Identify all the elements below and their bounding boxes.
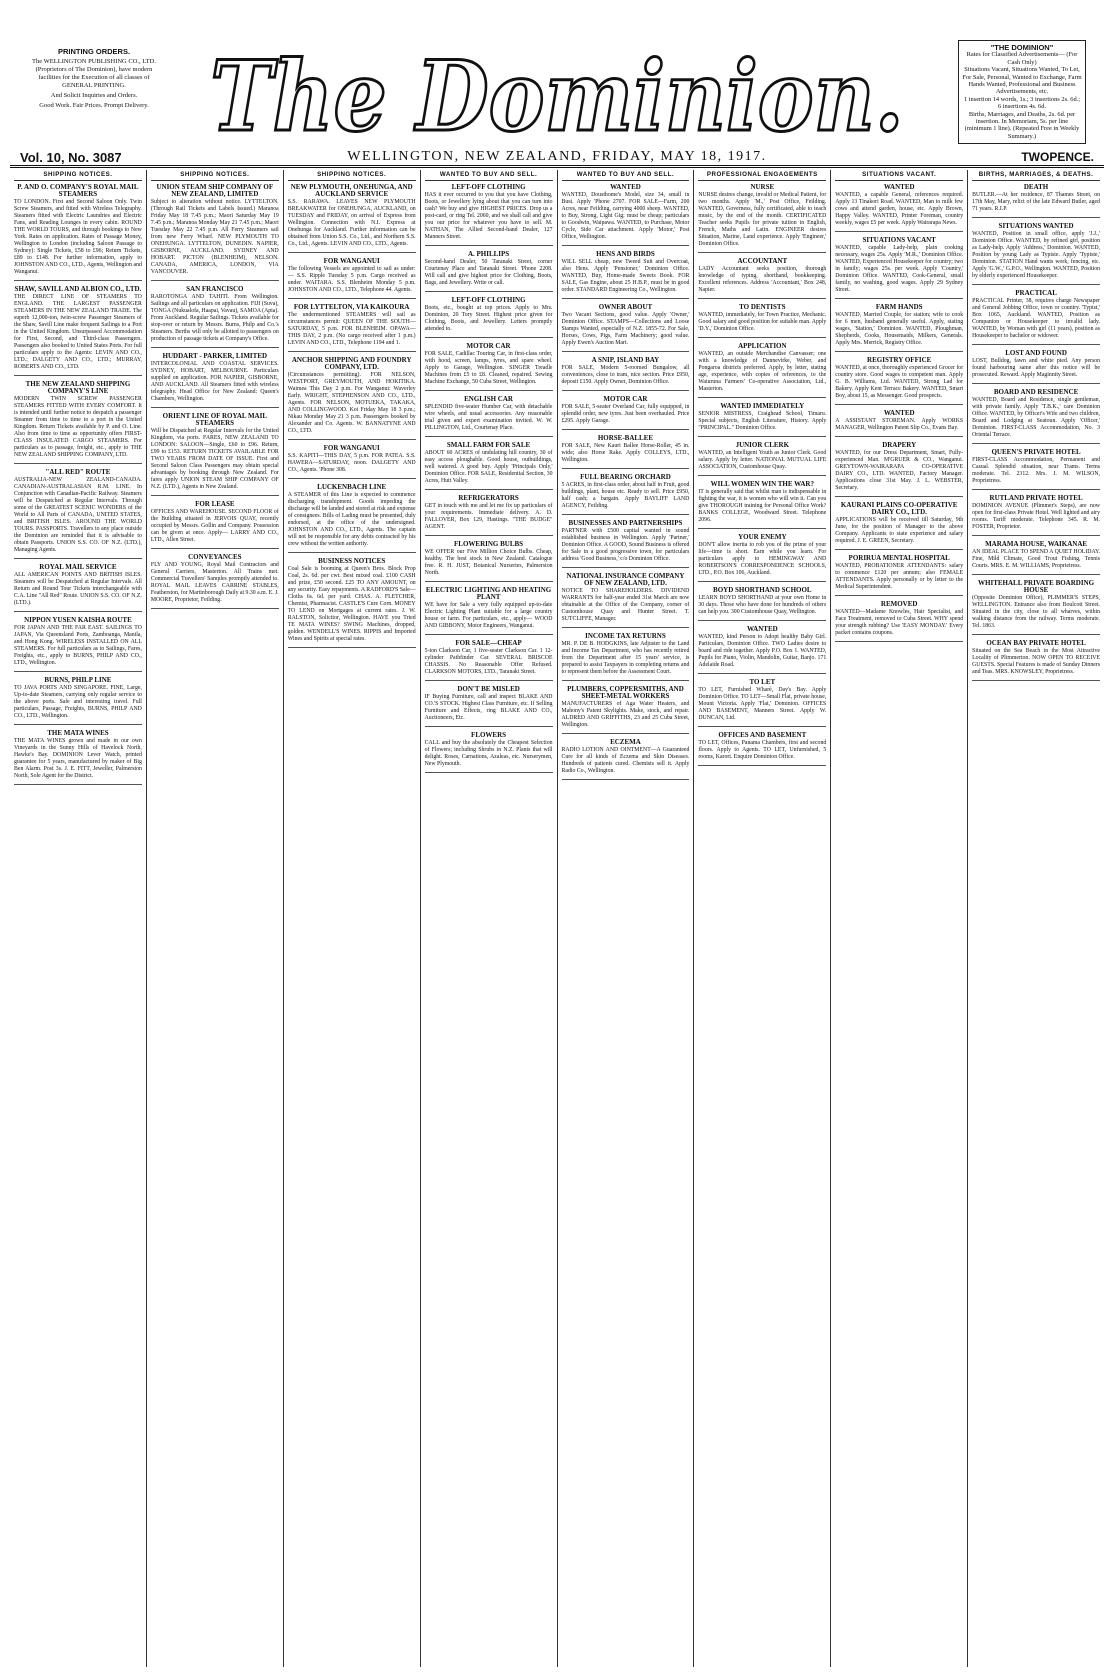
column-heading: PROFESSIONAL ENGAGEMENTS [698, 170, 826, 181]
advertisement [14, 617, 142, 672]
advertisement-heading: TO LET [749, 678, 776, 686]
column-heading: WANTED TO BUY AND SELL. [562, 170, 690, 181]
advertisement [425, 396, 553, 437]
advertisement-heading: SITUATIONS VACANT [862, 236, 936, 244]
advertisement-heading: NEW PLYMOUTH, ONEHUNGA, AND AUCKLAND SERVICE [290, 183, 413, 198]
advertisement [288, 258, 416, 299]
advertisement-heading: LEFT-OFF CLOTHING [451, 296, 526, 304]
advertisement [972, 640, 1100, 681]
advertisement [698, 304, 826, 338]
advertisement [151, 413, 279, 496]
advertisement [562, 520, 690, 568]
advertisement-text: WANTED, Dousthome's Model, size 34, small in Bust. Apply 'Phone 2707. FOR SALE—Farm, 200 Acres, near Feilding, carrying 4000 sheep. WANTED, to Buy, Strong, Light Gig; must be cheap; particulars to Goodwin, Waipawa. WANTED, to Purchase, Motor Cycle, Side Car attachment. Apply 'Motor,' Post Office, Wellington. [561, 192, 690, 240]
advertisement [698, 679, 826, 727]
advertisement-heading: WANTED [883, 409, 915, 417]
column-heading: SHIPPING NOTICES. [14, 170, 142, 181]
advertisement-heading: ROYAL MAIL SERVICE [39, 563, 117, 571]
advertisement-text: WANTED, PROBATIONER ATTENDANTS: salary to commence £120 per annum; also FEMALE ATTENDANTS. Apply personally or by letter to the Medical Superintendent. [835, 563, 964, 590]
advertisement [698, 184, 826, 253]
column [831, 170, 968, 1667]
advertisement [698, 732, 826, 766]
advertisement-text: MR. P. DE B. HODGKINS, late Adjuster to the Land and Income Tax Department, who has recently retired from the Department after 15 years' service, is prepared to assist Taxpayers in completing returns and to represent them before the Assessment Court. [561, 641, 690, 675]
advertisement-heading: ELECTRIC LIGHTING AND HEATING PLANT [425, 586, 552, 601]
advertisement-heading: DEATH [1023, 183, 1049, 191]
advertisement [835, 184, 963, 232]
printing-orders-solicit: And Solicit Inquiries and Orders. [50, 92, 138, 99]
advertisement-text: S.S. RARAWA. LEAVES NEW PLYMOUTH BREAKWATER for ONEHUNGA, AUCKLAND, on TUESDAY and FRIDAY, on arrival of Express from Wellington. Connection with N.I. Express at Onehunga for Auckland. Further information can be obtained from Union S.S. Co., Ltd., and Northern S.S. Co., Ltd., Agents. LEVIN AND CO., LTD., Agents. [287, 199, 416, 247]
advertisement-heading: PRACTICAL [1015, 289, 1057, 297]
column [558, 170, 695, 1667]
advertisement-text: TO JAVA PORTS AND SINGAPORE. FINE, Large, Up-to-date Steamers, carrying only regular service to the above ports. Safe and interesting travel. Full particulars, Passage, Freights, BURNS, PHILP AND CO., LTD., Wellington. [14, 685, 142, 719]
advertisement-text: HAS it ever occurred to you that you have Clothing, Boots, or Jewellery lying about that you can turn into cash? We buy and give HIGHEST PRICES. Drop us a post-card, or ring Tel. 2060, and we shall call and give you our price for whatever you have to sell. M. NATHAN, The Allied Second-hand Dealer, 127 Manners Street. [424, 192, 553, 240]
advertisement-heading: WILL WOMEN WIN THE WAR? [710, 480, 814, 488]
advertisement-text: THE MATA WINES grown and made in our own Vineyards in the Sunny Hills of Havelock North, Hawke's Bay. DOMINION Lever Watch, printed guarantee for 5 years, manufactured by maker of Big Ben Alarm. Post 3s. J. E. FITT, Jeweller, Palmerston North, Sole Agent for the District. [14, 738, 142, 779]
advertisement-text: TO LET, Offices, Panama Chambers, first and second floors. Apply to Agents. TO LET, Unfurnished, 5 rooms, Karori. Enquire Dominion Office. [698, 740, 827, 760]
advertisement-text: WANTED, an outside Merchandise Canvasser; one with a knowledge of Dannevirke, Weber, and Pongaroa districts preferred. Apply, by letter, stating age, experience, with copies of references, to the Waiuruna Farmers' Co-operative Association, Ltd., Masterton. [698, 351, 827, 392]
advertisement-text: ALL AMERICAN POINTS AND BRITISH ISLES. Steamers will be Despatched at Regular Intervals. All Return and Round Tour Tickets interchangeable with C.A. Line "All Red" Route. UNION S.S. CO. OF N.Z. (LTD.). [14, 572, 142, 606]
advertisement-text: Subject to alteration without notice. LYTTELTON. (Through Rail Tickets and Labels Issued.) Maranoa Friday May 18 7.45 p.m.; Maori Saturday May 19 7.45 p.m.; Maranoa Monday May 21 7.45 p.m.; Maori Tuesday May 22 7.45 p.m. All Ferry Steamers sail from new Ferry Wharf. NEW PLYMOUTH TO ONEHUNGA. LYTTELTON, DUNEDIN. NAPIER, GISBORNE, AUCKLAND. SYDNEY AND HOBART. PICTON (BLENHEIM), NELSON. CANADA, AMERICA, LONDON, VIA VANCOUVER. [150, 199, 279, 275]
advertisement-text: APPLICATIONS will be received till Saturday, 9th June, for the position of Manager to the above Company. Applicants to state experience and salary required. J. E. GREEN, Secretary. [835, 517, 964, 544]
advertisement-text: WILL SELL cheap, new Tweed Suit and Overcoat, also Hens. Apply 'Pensioner,' Dominion Office. WANTED, Buy, Home-made Sweets Book. FOR SALE, Gas Engine, about 25 H.B.P., must be in good order. STANDARD Engineering Co., Wellington. [561, 259, 690, 293]
column-heading: SITUATIONS VACANT. [835, 170, 963, 181]
advertisement [288, 304, 416, 352]
advertisement-text: (Circumstances permitting). FOR NELSON, WESTPORT, GREYMOUTH, AND HOKITIKA. Waimea This Day 2 p.m. For Wanganui: Waverley Early. WRIGHT, STEPHENSON AND CO., LTD., Agents. FOR NELSON, MOTUEKA, TAKAKA, AND COLLINGWOOD. Koi Friday May 18 3 p.m.; Nikau Monday May 21 3 p.m. Passengers booked by Alexander and Co. Agents. W. BANNATYNE AND CO., LTD. [287, 372, 416, 434]
advertisement-text: WANTED, capable Lady-help, plain cooking necessary, wages 25s. Apply 'M.R.,' Dominion Office. WANTED, Experienced Housekeeper for country; two in family; wages 25s. per week. Apply 'Country,' Dominion Office. WANTED, Cook-General, small family, no washing, good wages. Apply 29 Sydney Street. [835, 245, 964, 293]
advertisement [151, 554, 279, 609]
advertisement [562, 686, 690, 734]
advertisement-text: Second-hand Dealer, 50 Taranaki Street, corner Courtenay Place and Taranaki Street. 'Phone 2208. Will call and give highest price for Clothing, Boots, Bags, and Jewellery. Write or call. [424, 259, 553, 286]
advertisement-heading: JUNIOR CLERK [735, 441, 790, 449]
column [284, 170, 421, 1667]
advertisement-text: AN IDEAL PLACE TO SPEND A QUIET HOLIDAY. Fine, Mild Climate, Good Trout Fishing, Tennis Courts. MRS. E. M. WILLIAMS, Proprietress. [972, 549, 1100, 569]
advertisement [14, 381, 142, 464]
advertisement-text: SENIOR MISTRESS, Craighead School, Timaru. Special subjects, English Literature, History. Apply "PRINCIPAL." Dominion Office. [698, 411, 827, 431]
advertisement [562, 474, 690, 515]
column [421, 170, 558, 1667]
title-nameplate [200, 38, 914, 148]
advertisement-text: NOTICE TO SHAREHOLDERS. DIVIDEND WARRANTS for half-year ended 31st March are now obtainable at the Office of the Company, corner of Customhouse Quay and Hunter Street. T. SUTCLIFFE, Manager. [561, 588, 690, 622]
advertisement-heading: BUSINESSES AND PARTNERSHIPS [568, 519, 683, 527]
advertisement-heading: SMALL FARM FOR SALE [446, 441, 531, 449]
column [968, 170, 1104, 1667]
advertisement-text: FOR JAPAN AND THE FAR EAST. SAILINGS TO JAPAN, Via Queensland Ports, Zamboanga, Manila, and Hong Kong. WIRELESS INSTALLED ON ALL STEAMERS. For full particulars as to Sailings, Fares, Freights, etc., apply to BURNS, PHILP AND CO., LTD., Wellington. [14, 625, 142, 666]
advertisement-text: AUSTRALIA-NEW ZEALAND-CANADA. CANADIAN-AUSTRALASIAN R.M. LINE. In Conjunction with Canadian-Pacific Railway. Steamers will be Despatched at Regular Intervals. Through some of the GREATEST SCENIC WONDERS of the World to All Parts of CANADA, UNITED STATES, and BRITISH ISLES. AROUND THE WORLD TOURS. PASSPORTS. Travellers to any place outside the Dominion are reminded that it is advisable to obtain Passports. UNION S.S. CO. OF N.Z. (LTD.), Managing Agents. [14, 477, 142, 553]
advertisement [835, 442, 963, 497]
advertisement-heading: SHAW, SAVILL AND ALBION CO., LTD. [14, 285, 142, 293]
advertisement [562, 633, 690, 681]
advertisement [972, 580, 1100, 635]
advertisement-heading: OCEAN BAY PRIVATE HOTEL [986, 639, 1086, 647]
advertisement [972, 350, 1100, 384]
advertisement [698, 626, 826, 674]
column-heading: WANTED TO BUY AND SELL. [425, 170, 553, 181]
advertisement [698, 587, 826, 621]
advertisement-heading: BUSINESS NOTICES [318, 557, 386, 565]
advertisement-text: WANTED, for our Dress Department, Smart, Fully-experienced Man. M'GRUER & CO., Wanganui. GREYTOWN-WAIRARAPA CO-OPERATIVE DAIRY CO., LTD. WANTED, Factory Manager. Applications close 31st May. J. L. WEBSTER, Secretary. [835, 450, 964, 491]
advertisement [835, 357, 963, 405]
advertisement-text: Boots, etc., bought at top prices. Apply to Mrs. Dominion, 20 Tory Street. Highest price given for Clothing, Boots, and Jewellery. Letters promptly attended to. [424, 305, 553, 332]
advertisement-text: WANTED, Position in small office, apply 'J.J.,' Dominion Office. WANTED, by refined girl, position as Lady-help. Apply 'Address,' Dominion. WANTED, Position by young Lady as Typiste. Apply 'Typiste,' Dominion. STATION Hand wants work, fencing, etc. Apply 'G.W.,' G.P.O., Wellington. WANTED, Position by elderly experienced Housekeeper. [972, 231, 1100, 279]
advertisement-heading: PORIRUA MENTAL HOSPITAL [848, 554, 950, 562]
advertisement-heading: UNION STEAM SHIP COMPANY OF NEW ZEALAND, LIMITED [156, 183, 274, 198]
advertisement-heading: ENGLISH CAR [464, 395, 513, 403]
advertisement-heading: BURNS, PHILP LINE [44, 676, 112, 684]
advertisement-text: WANTED, Board and Residence, single gentleman, with private family. Apply 'T.B.K.,' care Dominion Office. WANTED, by Officer's Wife and two children, Board and Lodging at Seatoun. Apply 'Officer,' Dominion. FIRST-CLASS Accommodation, No. 3 Oriental Terrace. [972, 397, 1100, 438]
advertisement [698, 442, 826, 476]
advertisement-heading: WANTED [883, 183, 915, 191]
advertisement-text: FOR SALE, Modern 5-roomed Bungalow, all conveniences, close to tram, nice section. Price £950, deposit £150. Apply Owner, Dominion Office. [561, 365, 690, 385]
advertisement-heading: ANCHOR SHIPPING AND FOUNDRY COMPANY, LTD. [291, 356, 412, 371]
advertisement [425, 251, 553, 292]
advertisement-text: INTERCOLONIAL AND COASTAL SERVICES. SYDNEY, HOBART, MELBOURNE. Particulars supplied on application. FOR NAPIER, GISBORNE, AND AUCKLAND. All Steamers fitted with wireless telegraphy. Head Office for New Zealand: Queen's Chambers, Wellington. [150, 361, 279, 402]
advertisement-heading: NATIONAL INSURANCE COMPANY OF NEW ZEALAND, LTD. [566, 572, 685, 587]
advertisement [425, 640, 553, 681]
advertisement-heading: REGISTRY OFFICE [867, 356, 932, 364]
advertisement-text: WANTED, Married Couple, for station; wife to cook for 6 men, husband generally useful. Apply, stating wages, 'Station,' Dominion. WANTED, Ploughman, Shepherds, Cooks, Housemaids, Milkers, Generals. Apply Mrs. Merrick, Registry Office. [835, 312, 964, 346]
advertisement-text: FOR SALE, 5-seater Overland Car, fully equipped, in splendid order, new tyres. Just been overhauled. Price £295. Apply Garage. [561, 404, 690, 424]
advertisement [972, 495, 1100, 536]
advertisement [425, 184, 553, 246]
advertisement-text: S.S. KAPITI—THIS DAY, 5 p.m. FOR PATEA. S.S. HAWERA—SATURDAY, noon. DALGETY AND CO., Agents. 'Phone 308. [287, 453, 416, 473]
advertisement-text: RADIO LOTION AND OINTMENT—A Guaranteed Cure for all kinds of Eczema and Skin Diseases. Hundreds of patients cured. Chemists sell it. Apply Radio Co., Wellington. [561, 747, 690, 774]
advertisement-text: WE have for Sale a very fully equipped up-to-date Electric Lighting Plant suitable for a large country house or farm. For particulars, etc., apply— WOOD AND GIBBONY, Motor Engineers, Wanganui. [424, 602, 553, 629]
advertisement-heading: THE MATA WINES [47, 729, 109, 737]
advertisement-text: (Opposite Dominion Office), PLIMMER'S STEPS, WELLINGTON. Entrance also from Boulcott Street. Situated in the city, close to all wharves, within walking distance from the railway. Terms moderate. Tel. 1863. [972, 595, 1100, 629]
column-heading: SHIPPING NOTICES. [288, 170, 416, 181]
advertisement [288, 484, 416, 553]
advertisement [288, 445, 416, 479]
advertisement-text: TO LONDON. First and Second Saloon Only. Twin Screw Steamers, and fitted with Wireless Telegraphy. Steamers fitted with Electric Laundries and Electric Fans, and Reading Lounges in every cabin. ROUND THE WORLD TOURS, and through bookings to New York. Rates on application. Rates of Passage Money, Wellington to London (including Saloon Passage to Sydney): Single Tickets, £58 to £96; Return Tickets, £89 to £148. For further information, apply to JOHNSTON AND CO., LTD., Agents, Wellington and Wanganui. [14, 199, 142, 275]
advertisement-heading: SITUATIONS WANTED [998, 222, 1074, 230]
advertisement-heading: SAN FRANCISCO [186, 285, 244, 293]
advertisement [972, 184, 1100, 218]
advertisement-heading: OWNER ABOUT [598, 303, 653, 311]
advertisement [562, 357, 690, 391]
advertisement-heading: KAURANI PLAINS CO-OPERATIVE DAIRY CO., LTD. [840, 501, 958, 516]
advertisement [288, 184, 416, 253]
advertisement-heading: "ALL RED" ROUTE [45, 468, 111, 476]
advertisement [698, 534, 826, 582]
advertisement-text: MANUFACTURERS of Aga Water Heaters, and Mahony's Patent Skylights. Make, stock, and repair. ALDRED AND GRIFFITHS, 23 and 25 Cuba Street, Wellington. [561, 701, 690, 728]
advertisement-heading: FLOWERING BULBS [454, 540, 524, 548]
advertisement [835, 601, 963, 642]
advertisement [425, 495, 553, 536]
advertisement-heading: THE NEW ZEALAND SHIPPING COMPANY'S LINE [25, 380, 131, 395]
printing-orders-slogan: Good Work. Fair Prices. Prompt Delivery. [39, 102, 149, 109]
advertisement [151, 286, 279, 348]
advertisement-text: Will be Dispatched at Regular Intervals for the United Kingdom, via ports. FARES, NEW ZEALAND TO LONDON: SALOON—Single, £60 to £96. Return, £99 to £153. RETURN TICKETS AVAILABLE FOR TWO YEARS FROM DATE OF ISSUE. First and Second Saloon Class Passengers may obtain special advantages by booking through New Zealand. For fares apply UNION STEAM SHIP COMPANY OF N.Z. (LTD.), Agents in New Zealand. [150, 428, 279, 490]
advertisement-heading: WANTED IMMEDIATELY [720, 402, 805, 410]
advertisement-heading: INCOME TAX RETURNS [585, 632, 666, 640]
column [147, 170, 284, 1667]
advertisement-text: OFFICES AND WAREHOUSE. SECOND FLOOR of the Building situated in JERVOIS QUAY, recently occupied by Messrs. Gollin and Company. Possession can be given at once. Apply— LARRY AND CO., LTD., Allen Street. [150, 509, 279, 543]
column-heading: BIRTHS, MARRIAGES, & DEATHS. [972, 170, 1100, 181]
advertisement-text: CALL and buy the absolutely the Cheapest Selection of Flowers; including Shrubs in N.Z. Plants that will delight. Roses, Carnations, Azaleas, etc. Nurserymen, New Plymouth. [424, 740, 553, 767]
advertisement [698, 403, 826, 437]
advertisement [14, 730, 142, 785]
advertisement-heading: REFRIGERATORS [458, 494, 519, 502]
advertisement-text: DON'T allow inertia to rob you of the prime of your life—time is short. Earn while you learn. For particulars apply to HEMINGWAY AND ROBERTSON'S CORRESPONDENCE SCHOOLS, LTD., P.O. Box 106, Auckland. [698, 542, 827, 576]
advertisement-text: WANTED, an Intelligent Youth as Junior Clerk. Good salary. Apply by letter. NATIONAL MUTUAL LIFE ASSOCIATION, Customhouse Quay. [698, 450, 827, 470]
advertisement-heading: BOARD AND RESIDENCE [993, 388, 1079, 396]
advertisement-text: A STEAMER of this Line is expected to commence discharging transhipment. Goods impeding the discharge will be landed and stored at risk and expense of consignees. Bills of Lading must be presented, duly endorsed, at the office of the undersigned. JOHNSTON AND CO., LTD., Agents. The captain will not be responsible for any debts contracted by his crew without the written authority. [287, 492, 416, 547]
volume-number: Vol. 10, No. 3087 [20, 150, 122, 165]
advertisement-heading: OFFICES AND BASEMENT [718, 731, 807, 739]
printing-orders-heading: PRINTING ORDERS. [57, 47, 131, 56]
advertisement-heading: MARAMA HOUSE, WAIKANAE [985, 540, 1088, 548]
advertisement [835, 237, 963, 299]
advertisement-heading: FOR SALE—CHEAP [455, 639, 522, 647]
advertisement [151, 501, 279, 549]
advertisement [425, 686, 553, 727]
advertisement-heading: CONVEYANCES [188, 553, 242, 561]
advertisement-text: MODERN TWIN SCREW PASSENGER STEAMERS FITTED WITH EVERY COMFORT. It is intended until further notice to despatch a passenger Steamer from time to time to a port in the United Kingdom. Return Tickets available by P. and O. Line. Also from time to time as opportunity offers FIRST-CLASS INSULATED CARGO STEAMERS. For particulars as to passage, freight, etc., apply to THE NEW ZEALAND SHIPPING COMPANY, LTD. [14, 396, 142, 458]
advertisement [14, 469, 142, 559]
advertisement-heading: YOUR ENEMY [738, 533, 787, 541]
advertisement [288, 558, 416, 648]
advertisement [562, 184, 690, 246]
advertisement [835, 555, 963, 596]
advertisement-heading: NIPPON YUSEN KAISHA ROUTE [24, 616, 132, 624]
advertisement-text: WANTED, at once, thoroughly experienced Grocer for country store. Good wages to competent man. Apply G. B. Williams, Ltd. WANTED, Strong Lad for Bakery. Apply Kent Terrace Bakery. WANTED, Smart Boy, about 15, as Messenger. Good prospects. [835, 365, 964, 399]
advertisement-text: The following Vessels are appointed to sail as under:— S.S. Ripple Tuesday 5 p.m. Cargo received as under. WAITARA. S.S. Blenheim Monday 5 p.m. JOHNSTON AND CO., LTD., Telephone 44. Agents. [287, 266, 416, 293]
advertisement-text: Two Vacant Sections, good value. Apply 'Owner,' Dominion Office. STAMPS—Collections and Loose Stamps Wanted, especially of N.Z. 1855-72. For Sale, Horses, Cows, Pigs, Farm Machinery; good value. Apply Ewen's Auction Mart. [561, 312, 690, 346]
advertisement-heading: FOR LYTTELTON, VIA KAIKOURA [293, 303, 410, 311]
advertisement [425, 541, 553, 582]
title-text: The Dominion. [210, 39, 904, 148]
dateline-row [10, 148, 1104, 168]
advertisement-text: PARTNER with £500 capital wanted in sound established business in Wellington. Apply 'Partner,' Dominion Office. A GOOD, Sound Business is offered for Sale in a good progressive town, for particulars address 'Good Business,' c/o Dominion Office. [561, 528, 690, 562]
advertisement-text: DOMINION AVENUE (Plimmer's Steps), are now open for first-class Private Hotel. Well lighted and airy rooms. Tariff moderate. Telephone 345. R. M. FOSTER, Proprietor. [972, 503, 1100, 530]
column-heading: SHIPPING NOTICES. [151, 170, 279, 181]
price: TWOPENCE. [1021, 150, 1094, 164]
advertisement-heading: MOTOR CAR [466, 342, 511, 350]
advertisement-heading: FULL BEARING ORCHARD [580, 473, 671, 481]
rates-body: Situations Vacant, Situations Wanted, To Let, For Sale, Personal, Wanted to Exchange, Farm Hands Wanted, Professional and Business Advertisements, etc. [962, 66, 1082, 96]
advertisement [698, 258, 826, 299]
advertisement-heading: NURSE [750, 183, 775, 191]
advertisement-heading: FOR WANGANUI [323, 257, 380, 265]
advertisement-heading: LOST AND FOUND [1005, 349, 1067, 357]
advertisement-text: FOR SALE, New Kauri Ballee Horse-Roller, 45 in. wide; also Horse Rake. Apply COLLEYS, LTD., Wellington. [561, 443, 690, 463]
advertisement-heading: HORSE-BALLEE [597, 434, 654, 442]
advertisement-heading: TO DENTISTS [739, 303, 786, 311]
rates-box [958, 40, 1086, 144]
printing-orders-box [24, 48, 164, 112]
advertisement [562, 251, 690, 299]
advertisement-text: FLY AND YOUNG, Royal Mail Contractors and General Carriers, Masterton. All Trains met. Commercial Travellers' Samples promptly attended to. ROYAL MAIL LEAVES CARRINE STABLES, Featherston, for Martinborough Daily at 9.30 a.m. E. J. MOORE, Proprietor, Feilding. [150, 562, 279, 603]
advertisement-heading: FOR WANGANUI [323, 444, 380, 452]
advertisement [151, 353, 279, 408]
advertisement [698, 343, 826, 398]
advertisement-text: ABOUT 60 ACRES of undulating hill country, 30 of easy access ploughable. Good house, outbuildings, well watered. A good buy. Apply 'Principals Only,' Dominion Office. FOR SALE, Residential Section, 30 Acres, Hutt Valley. [424, 450, 553, 484]
advertisement-heading: WANTED [746, 625, 778, 633]
advertisement-text: WANTED—Madame Knowles, Hair Specialist, and Face Treatment, removed to Cuba Street. WHY spend your strength rubbing? Use 'EASY MONDAY.' Every packet contains coupons. [835, 609, 964, 636]
newspaper-title [200, 38, 914, 148]
advertisement [288, 357, 416, 440]
rates-births: Births, Marriages, and Deaths, 2s. 6d. per insertion. In Memoriam, 5s. per line (minimum 1 line). (Repeated Free in Weekly Summary.) [964, 110, 1080, 140]
advertisement-heading: ORIENT LINE OF ROYAL MAIL STEAMERS [162, 412, 267, 427]
advertisement-heading: A SNIP, ISLAND BAY [591, 356, 660, 364]
advertisement [972, 389, 1100, 444]
advertisement [562, 396, 690, 430]
advertisement [562, 435, 690, 469]
dateline: WELLINGTON, NEW ZEALAND, FRIDAY, MAY 18, 1917. [347, 149, 767, 164]
rates-subheading: Rates for Classified Advertisements— (For Cash Only) [966, 51, 1078, 66]
advertisement [425, 442, 553, 490]
advertisement [14, 286, 142, 376]
advertisement-heading: HENS AND BIRDS [596, 250, 655, 258]
advertisement-heading: FOR LEASE [195, 500, 235, 508]
advertisement-text: TO LET, Furnished Wharé, Day's Bay. Apply Dominion Office. TO LET—Small Flat, private house, Mount Victoria. Apply 'Flat,' Dominion. OFFICES AND BASEMENT, Manners Street. Apply W. DUNCAN, Ltd. [698, 687, 827, 721]
columns [10, 170, 1104, 1667]
advertisement [14, 564, 142, 612]
advertisement-heading: LEFT-OFF CLOTHING [451, 183, 526, 191]
advertisement-text: PRACTICAL Printer, 38, requires charge Newspaper and General Jobbing Office, town or country. 'Typist,' Box 1065, Auckland. WANTED, Position as Companion or Housekeeper to invalid lady. WANTED, by Woman with girl (11 years), position as Housekeeper to bachelor or widower. [972, 298, 1100, 339]
advertisement-text: Situated on the Sea Beach in the Most Attractive Locality of Plimmerton. NOW OPEN TO RECEIVE GUESTS. Special Features is made of Sunday Dinners and Teas. MRS. KNOWSLEY, Proprietress. [972, 648, 1100, 675]
column [10, 170, 147, 1667]
advertisement-text: IF Buying Furniture, call and inspect BLAKE AND CO.'S STOCK. Highest Class Furniture, etc. If Selling Furniture and Effects, ring BLAKE AND CO., Auctioneers, Etc. [424, 694, 553, 721]
advertisement-heading: BOYD SHORTHAND SCHOOL [713, 586, 812, 594]
advertisement [151, 184, 279, 281]
advertisement [972, 541, 1100, 575]
advertisement [425, 297, 553, 338]
advertisement-heading: P. AND O. COMPANY'S ROYAL MAIL STEAMERS [17, 183, 139, 198]
advertisement [14, 184, 142, 281]
advertisement [14, 677, 142, 725]
advertisement-heading: APPLICATION [738, 342, 787, 350]
advertisement-text: IT is generally said that whilst man is indispensable in fighting the war, it is women who will win it. Can you give THOROUGH training for Personal Office Work? BANKS COLLEGE, Woodward Street. Telephone 2096. [698, 489, 827, 523]
advertisement-text: BUTLER.—At her residence, 87 Thames Street, on 17th May, Mary, relict of the late Edward Butler, aged 71 years. R.I.P. [972, 192, 1100, 212]
advertisement [425, 587, 553, 635]
advertisement [562, 304, 690, 352]
advertisement-heading: QUEEN'S PRIVATE HOTEL [991, 448, 1081, 456]
advertisement-text: WANTED, a capable General, references required. Apply 13 Tinakori Road. WANTED, Man to milk few cows and attend garden, house, etc. Apply Brown, Happy Valley. WANTED, Printer Foreman, country weekly, wages £5 per week. Apply Wairarapa News. [835, 192, 964, 226]
advertisement-text: RAROTONGA AND TAHITI. From Wellington. Sailings and all particulars on application. FIJI (Suva), TONGA (Nukualofa, Haapai, Vavau), SAMOA (Apia). From Auckland. Regular Sailings. Tickets available for stop-over or return by Messrs. Burns, Philp and Co.'s Steamers. Berths will only be allotted to passengers on production of passage tickets at Company's Office. [150, 294, 279, 342]
advertisement-text: The undermentioned STEAMERS will sail as circumstances permit: QUEEN OF THE SOUTH—SATURDAY, 5 p.m. FOR BLENHEIM. OPAWA—THIS DAY, 2 p.m. (No cargo received after 1 p.m.) LEVIN AND CO., LTD., Telephone 1194 and 1. [287, 312, 416, 346]
advertisement-heading: LUCKENBACH LINE [317, 483, 387, 491]
advertisement-text: FOR SALE, Cadillac Touring Car, in first-class order, with hood, screen, lamps, tyres, and spare wheel. Apply to Garage, Wellington. SINGER Treadle Machines from £5 to £8. Cleaned, repaired. Sewing Machine Exchange, 50 Cuba Street, Wellington. [424, 351, 553, 385]
advertisement-text: A ASSISTANT STOREMAN. Apply WORKS MANAGER, Wellington Patent Slip Co., Evans Bay. [835, 418, 964, 431]
advertisement-text: WANTED, immediately, for Town Practice, Mechanic. Good salary and good position for suitable man. Apply 'D.Y.,' Dominion Office. [698, 312, 827, 332]
advertisement-heading: ECZEMA [610, 738, 641, 746]
printing-orders-body: The WELLINGTON PUBLISHING CO., LTD. (Proprietors of The Dominion), have modern facilities for the Execution of all classes of GENERAL PRINTING. [32, 58, 156, 89]
advertisement-text: 5 ACRES, in first-class order, about half in Fruit, good buildings, plant, house etc. Ready to sell. Price £950, half cash; a bargain. Apply BAYLIFF LAND AGENCY, Feilding. [561, 482, 690, 509]
advertisement-heading: MOTOR CAR [603, 395, 648, 403]
advertisement-text: FIRST-CLASS Accommodation, Permanent and Casual. Splendid situation, near Trams. Terms moderate. Tel. 2312. Mrs. J. M. WILSON, Proprietress. [972, 457, 1100, 484]
advertisement-heading: DON'T BE MISLED [457, 685, 520, 693]
advertisement [972, 449, 1100, 490]
advertisement [835, 304, 963, 352]
advertisement [562, 739, 690, 780]
advertisement-text: Coal Sale is booming at Queen's Bros. Block Prop Coal, 2s. 6d. per cwt. Best mixed coal. £100 CASH and prize, £50 second. £25 TO ANY AMOUNT, on any security. Easy repayments. A RADFORD'S Sale—Cloths 6s. 6d. per yard. CHAS. A. FLETCHER, Chemist, Pharmacist. CASTLE'S Cure Corn. MONEY TO LEND on Mortgages at current rates. J. W. RALSTON, Solicitor, Wellington. HAVE you Tried TE MATA WINES? SWING Machines, dropped, golden. WENDELL'S WINES. RIPPIS and Imported Wines and Spirits at special rates. [287, 566, 416, 642]
advertisement-heading: PLUMBERS, COPPERSMITHS, AND SHEET-METAL WORKERS [567, 685, 684, 700]
advertisement-text: 5-ton Clarkson Car, 1 five-seater Clarkson Car. 1 12-cylinder Pathfinder Car. SEVERAL BRISCOE CHASSIS. No Reasonable Offer Refused. CLARKSON MOTORS, LTD., Taranaki Street. [424, 648, 553, 675]
advertisement-heading: REMOVED [880, 600, 918, 608]
advertisement [972, 223, 1100, 285]
advertisement-text: SPLENDID five-seater Humber Car, with detachable wire wheels, and usual accessories. Any reasonable trial given and expert examination invited. W. W. PILLINGTON, Ltd., Courtenay Place. [424, 404, 553, 431]
advertisement-heading: FLOWERS [471, 731, 507, 739]
advertisement-heading: ACCOUNTANT [737, 257, 788, 265]
rates-table: 1 insertion 14 words, 1s.; 3 insertions 2s. 6d.; 6 insertions 4s. 6d. [963, 95, 1081, 111]
advertisement [425, 732, 553, 773]
column [694, 170, 831, 1667]
advertisement-text: GET in touch with me and let me fix up particulars of your requirements. Immediate delivery. A. D. FALLOVER, Box 129, Hastings. "THE BUDGE" AGENT. [424, 503, 553, 530]
advertisement-text: LEARN BOYD SHORTHAND at your own Home in 30 days. Those who have done for hundreds of others can help you. 300 Customhouse Quay, Wellington. [698, 595, 827, 615]
advertisement [835, 502, 963, 550]
advertisement-text: WANTED, kind Person to Adopt healthy Baby Girl. Particulars, Dominion Office. TWO Ladies desire to board and ride together. Apply P.O. Box 1. WANTED, Pupils for Piano, Violin, Mandolin, Guitar, Banjo. 171 Adelaide Road. [698, 634, 827, 668]
advertisement [425, 343, 553, 391]
advertisement-text: LOST, Bulldog, fawn and white pied. Any person found harbouring same after this notice will be prosecuted. Reward. Apply Maginnity Street. [972, 358, 1100, 378]
advertisement-heading: WHITEHALL PRIVATE BOARDING HOUSE [978, 579, 1095, 594]
advertisement-text: NURSE desires change, invalid or Medical Patient, for two months. Apply 'M.,' Post Office, Feilding. WANTED, Governess, fully certificated, able to teach music, by the end of the month. CERTIFICATED Teacher seeks Pupils for private tuition in English, French, Maths and Latin. ENGINEER desires Situation, Marine, Land experience. Apply 'Engineer,' Dominion Office. [698, 192, 827, 247]
rates-heading: "THE DOMINION" [990, 43, 1054, 52]
advertisement [972, 290, 1100, 345]
advertisement-heading: A. PHILLIPS [467, 250, 510, 258]
advertisement-text: LADY Accountant seeks position, thorough knowledge of typing, shorthand, bookkeeping. Excellent references. Address 'Accountant,' Box 248, Napier. [698, 266, 827, 293]
advertisement-text: WE OFFER our Five Million Choice Bulbs. Cheap, healthy. The best stock in New Zealand. Catalogue free. R. H. JUST, Botanical Nurseries, Palmerston North. [424, 549, 553, 576]
advertisement-text: THE DIRECT LINE OF STEAMERS TO ENGLAND. THE LARGEST PASSENGER STEAMERS IN THE NEW ZEALAND TRADE. The superb 12,000-ton, twin-screw Passenger Steamers of the Shaw, Savill Line make frequent Sailings to a Port in the United Kingdom. Unsurpassed Accommodation for First, Second, and Third-class Passengers. Passengers also booked to United States Ports. For full particulars apply to the Agents: LEVIN AND CO., LTD.; DALGETY AND CO., LTD.; MURRAY, ROBERTS AND CO., LTD. [14, 294, 142, 370]
advertisement-heading: RUTLAND PRIVATE HOTEL [989, 494, 1083, 502]
advertisement [835, 410, 963, 437]
advertisement-heading: FARM HANDS [875, 303, 923, 311]
advertisement [698, 481, 826, 529]
advertisement-heading: WANTED [610, 183, 641, 191]
advertisement [562, 573, 690, 628]
advertisement-heading: DRAPERY [882, 441, 917, 449]
masthead [10, 8, 1104, 168]
advertisement-heading: HUDDART - PARKER, LIMITED [162, 352, 268, 360]
